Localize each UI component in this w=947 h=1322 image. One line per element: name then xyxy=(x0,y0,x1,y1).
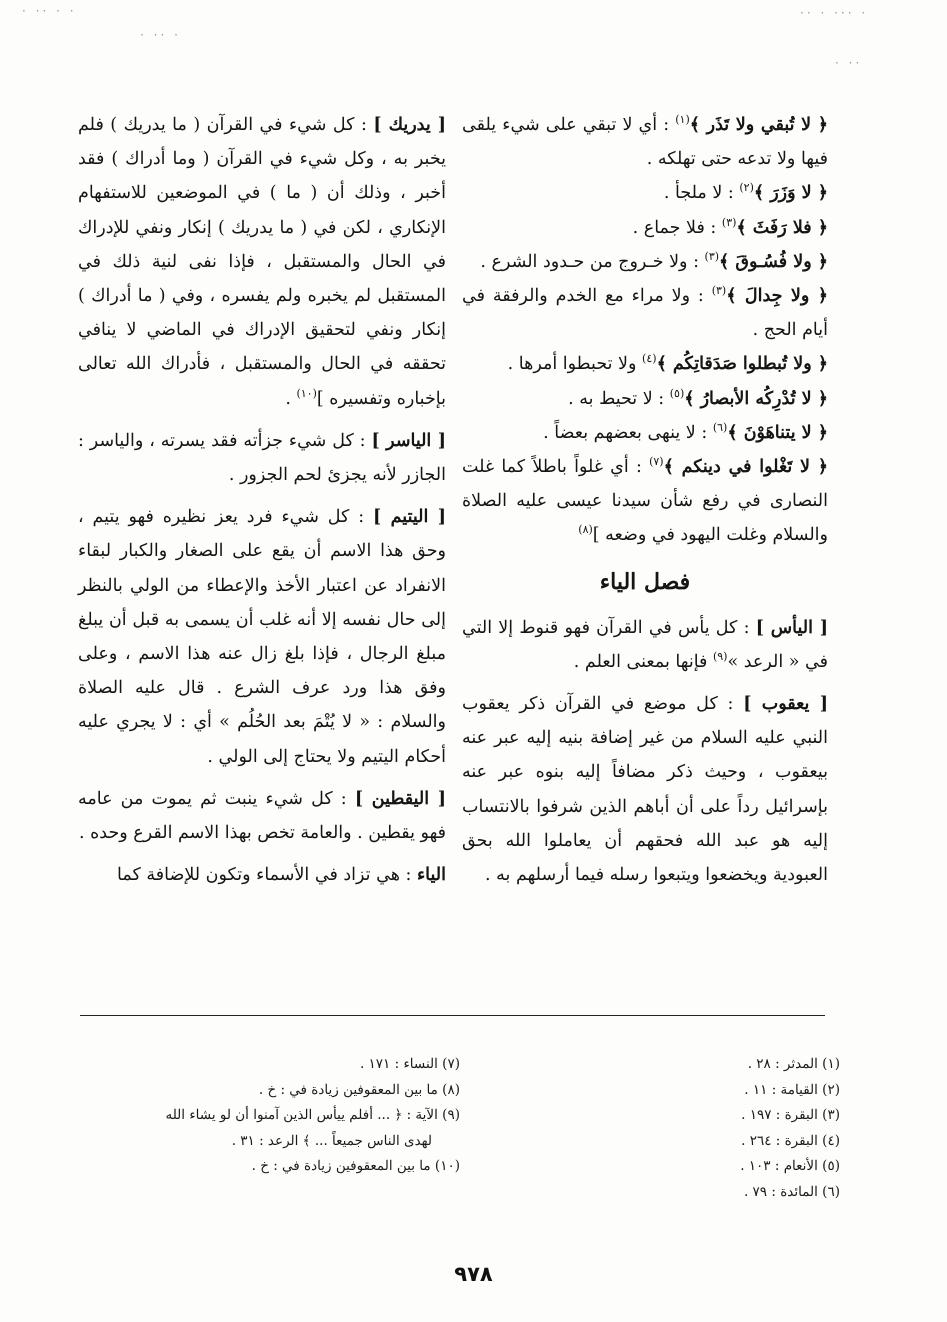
scan-noise: · ·· · xyxy=(140,28,181,42)
footnote-continued: لهدى الناس جميعاً ... ﴾ الرعد : ٣١ . xyxy=(231,1132,432,1149)
glossary-entry xyxy=(78,424,446,492)
entry-definition: : أي غلواً باطلاً كما غلت النصارى في رفع شأن سيدنا عيسى عليه الصلاة والسلام وغلت اليهود في وضعه ] xyxy=(462,457,828,546)
entry-term: ﴿ ولا فُسُـوقَ ﴾ xyxy=(719,251,828,272)
entry-definition-continued: فإنها بمعنى العلم . xyxy=(573,651,713,672)
right-text-column xyxy=(462,108,828,892)
page-number: ٩٧٨ xyxy=(454,1262,493,1286)
entry-term: ﴿ لا تُبقي ولا تَذَر ﴾ xyxy=(689,115,828,135)
footnote-ref: (٨) xyxy=(578,523,593,537)
entry-term: [ اليتيم ] xyxy=(372,507,446,528)
entry-term: ﴿ لا تَغْلوا في دينكم ﴾ xyxy=(663,457,828,478)
scan-noise: ·· · ··· · xyxy=(800,6,869,20)
glossary-entry xyxy=(78,782,446,850)
entry-term: الياء xyxy=(416,865,446,886)
entry-definition: : كل يأس في القرآن فهو قنوط إلا التي في « الرعد » xyxy=(462,617,828,672)
glossary-entry xyxy=(462,279,828,347)
footnote-ref: (٢) xyxy=(739,181,754,195)
entry-definition: : هي تزاد في الأسماء وتكون للإضافة كما xyxy=(117,865,417,886)
scan-noise: · ·· xyxy=(835,56,863,70)
glossary-entry xyxy=(462,416,828,450)
glossary-entry xyxy=(462,687,828,892)
entry-term: ﴿ ولا جِدالَ ﴾ xyxy=(726,286,828,307)
footnote: (٢) القيامة : ١١ . xyxy=(744,1081,840,1098)
footnote-ref: (٦) xyxy=(712,421,728,434)
glossary-entry xyxy=(462,382,828,416)
footnote-ref: (٥) xyxy=(669,386,685,400)
entry-term: ﴿ لا تُدْرِكُه الأبصارُ ﴾ xyxy=(684,388,828,409)
footnote-ref: (٩) xyxy=(712,650,728,664)
footnote: (٥) الأنعام : ١٠٣ . xyxy=(740,1158,840,1174)
entry-term: ﴿ لا يتناهَوْنَ ﴾ xyxy=(727,422,828,443)
left-text-column xyxy=(78,108,446,892)
entry-definition: : كل شيء فرد يعز نظيره فهو يتيم ، وحق هذا الاسم أن يقع على الصغار والكبار لبقاء الانفراد عن اعتبار الأخذ والإعطاء من الولي بالنظر إلى حال نفسه إلا أنه غلب أن يسمى به قبل أن يبلغ مبلغ الرجال ، فإذا بلغ زال عنه هذا الاسم ، وعلى وفق هذا ورد عرف الشرع . قال عليه الصلاة والسلام : « لا يُتْمَ بعد الحُلُم » أي : لا يجري عليه أحكام اليتيم ولا يحتاج إلى الولي . xyxy=(78,507,446,767)
glossary-entry xyxy=(78,108,446,416)
entry-term: ﴿ فلا رَفَثَ ﴾ xyxy=(736,217,828,238)
entry-definition: : فلا جماع . xyxy=(632,217,722,238)
glossary-entry xyxy=(462,450,828,553)
footnote: (٨) ما بين المعقوفين زيادة في : خ . xyxy=(258,1081,460,1098)
footnote: (٦) المائدة : ٧٩ . xyxy=(743,1183,840,1200)
footnote: (٤) البقرة : ٢٦٤ . xyxy=(741,1132,840,1149)
entry-definition: : لا ملجأ . xyxy=(663,183,740,204)
footnote-ref: (٤) xyxy=(642,352,657,366)
entry-term: [ يدريك ] xyxy=(373,115,446,135)
entry-definition: : ولا مراء مع الخدم والرفقة في أيام الحج . xyxy=(462,286,828,341)
entry-definition: : كل شيء في القرآن ( ما يدريك ) فلم يخبر به ، وكل شيء في القرآن ( وما أدراك ) فقد أخبر ، وذلك أن ( ما ) في الموضعين للاستفهام الإنكاري ، لكن في ( ما يدريك ) إنكار ونفي للإدراك في الحال والمستقبل ، فإذا نفى لنية ذلك في المستقبل لم يخبره ولم يفسره ، وفي ( ما أدراك ) إنكار ونفي لتحقيق الإدراك في الماضي لا ينافي تحققه في الحال والمستقبل ، فأدراك الله تعالى بإخباره وتفسيره ] xyxy=(78,115,446,409)
glossary-entry xyxy=(78,500,446,774)
glossary-entry xyxy=(462,108,828,176)
section-heading: فصل الياء xyxy=(599,568,691,595)
glossary-entry xyxy=(462,347,828,381)
entry-term: ﴿ ولا تُبطلوا صَدَقاتِكُم ﴾ xyxy=(656,354,828,375)
entry-definition-continued: . xyxy=(285,388,297,409)
entry-term: [ يعقوب ] xyxy=(743,694,828,715)
footnote-ref: (٣) xyxy=(711,284,727,298)
footnote-ref: (٧) xyxy=(649,455,664,469)
entry-definition: : كل شيء جزأته فقد يسرته ، والياسر : الجازر لأنه يجزئ لحم الجزور . xyxy=(78,430,446,486)
footnote-divider xyxy=(80,1015,825,1016)
entry-term: [ الياسر ] xyxy=(371,430,446,451)
glossary-entry xyxy=(462,611,828,679)
footnote-ref: (١٠) xyxy=(296,386,317,400)
glossary-entry xyxy=(462,211,828,245)
footnote: (١) المدثر : ٢٨ . xyxy=(747,1056,840,1072)
footnote: (٧) النساء : ١٧١ . xyxy=(359,1056,460,1072)
footnote: (٩) الآية : ﴿ ... أفلم ييأس الذين آمنوا أن لو يشاء الله xyxy=(165,1107,460,1123)
footnote-ref: (٣) xyxy=(704,249,720,263)
entry-definition: : لا ينهى بعضهم بعضاً . xyxy=(543,422,713,443)
footnotes-left xyxy=(100,1052,460,1180)
entry-term: ﴿ لا وَزَرَ ﴾ xyxy=(753,183,828,204)
footnote-ref: (١) xyxy=(675,113,690,127)
entry-term: [ اليقطين ] xyxy=(354,788,447,809)
entry-definition: : كل موضع في القرآن ذكر يعقوب النبي عليه السلام من غير إضافة بنيه إليه عبر عنه بيعقوب ، وحيث ذكر مضافاً إليه بنوه عبر عنه بإسرائيل رداً على أن أباهم الذين شرفوا بالانتساب إليه هو عبد الله فحقهم أن يعاملوا الله بحق العبودية ويخضعوا ويتبعوا رسله فيما أرسلهم به . xyxy=(462,694,828,886)
entry-definition: : كل شيء ينبت ثم يموت من عامه فهو يقطين . والعامة تخص بهذا الاسم القرع وحده . xyxy=(78,788,446,844)
glossary-entry xyxy=(462,245,828,279)
glossary-entry xyxy=(462,176,828,210)
footnotes-right xyxy=(640,1052,840,1205)
glossary-entry xyxy=(78,858,446,892)
footnote: (١٠) ما بين المعقوفين زيادة في : خ . xyxy=(251,1158,460,1174)
entry-definition: : ولا خـروج من حـدود الشرع . xyxy=(480,251,705,272)
entry-definition: ولا تحبطوا أمرها . xyxy=(507,354,643,375)
footnote-ref: (٣) xyxy=(721,215,737,229)
footnote: (٣) البقرة : ١٩٧ . xyxy=(741,1107,840,1123)
entry-definition: : لا تحيط به . xyxy=(568,388,670,409)
entry-term: [ اليأس ] xyxy=(755,617,828,638)
scan-noise: · ·· · · xyxy=(22,4,77,18)
entry-definition: : أي لا تبقي على شيء يلقى فيها ولا تدعه حتى تهلكه . xyxy=(462,115,828,170)
